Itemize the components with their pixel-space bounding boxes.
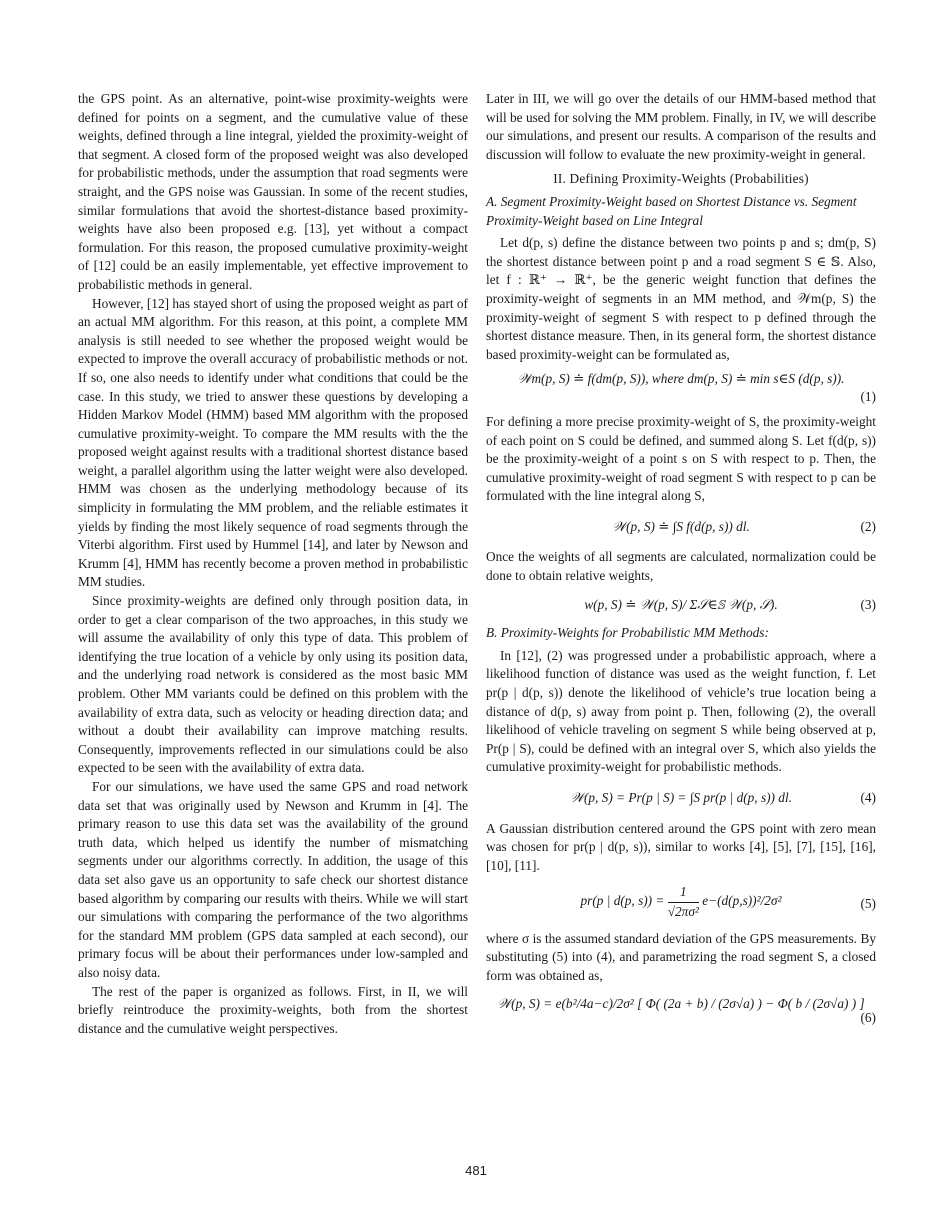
equation-3 bbox=[486, 596, 876, 615]
equation-number: (5) bbox=[860, 896, 876, 912]
equation-lhs: pr(p | d(p, s)) = bbox=[580, 893, 665, 909]
paragraph: Let d(p, s) define the distance between two points p and s; dm(p, S) the shortest distance between point p and a road segment S ∈ 𝕊. Also, let f : ℝ⁺ → ℝ⁺, be the generic weight function that defines the proximity-weight of segments in an MM method, and 𝒲m(p, S) the proximity-weight of segment S with respect to p defined through the shortest distance measure. Then, in its general form, the shortest distance based proximity-weight can be formulated as, bbox=[486, 235, 876, 362]
equation-1 bbox=[486, 370, 876, 407]
paragraph: However, [12] has stayed short of using the proposed weight as part of an actual MM algorithm. For this reason, at this point, a complete MM analysis is still needed to see whether the proposed weight would be expected to improve the overall accuracy of probabilistic methods or not. If so, one also needs to identify under what conditions that could be the case. In this study, we tried to answer these questions by developing a Hidden Markov Model (HMM) based MM algorithm with the proposed cumulative proximity-weight. To compare the MM results with the the proposed weight against results with a traditional shortest distance based weight, a parallel algorithm using the latter weight were also developed. HMM was chosen as the underlying methodology because of its simplicity in formulating the MM problem, and the reliable estimates it yields by finding the most likely sequence of road segments through the Viterbi algorithm. First used by Hummel [14], and later by Newson and Krumm [4], HMM has recently become a proven method in probabilistic MM studies. bbox=[78, 295, 468, 590]
page-number: 481 bbox=[465, 1163, 487, 1178]
equation-5 bbox=[486, 883, 876, 921]
equation-number: (3) bbox=[860, 596, 876, 612]
equation-4 bbox=[486, 789, 876, 808]
equation-body: 𝒲(p, S) = e(b²/4a−c)/2σ² [ Φ( (2a + b) / (2σ√a) ) − Φ( b / (2σ√a) ) ] bbox=[497, 996, 865, 1012]
equation-body: 𝒲(p, S) = Pr(p | S) = ∫S pr(p | d(p, s)) dl. bbox=[570, 790, 792, 805]
equation-number: (1) bbox=[860, 389, 876, 405]
equation-body: 𝒲(p, S) ≐ ∫S f(d(p, s)) dl. bbox=[612, 518, 750, 534]
paragraph: Later in III, we will go over the details of our HMM-based method that will be used for solving the MM problem. Finally, in IV, we will describe our simulations, and present our results. A comparison of the results and discussion will follow to evaluate the new proximity-weight in general. bbox=[486, 91, 876, 162]
paragraph: the GPS point. As an alternative, point-wise proximity-weights were defined for points on a segment, and the cumulative value of these weights, defined through a line integral, yielded the proximity-weight of that segment. A closed form of the proposed weight was also developed for probabilistic methods, under the assumption that road segments were straight, and the GPS noise was Gaussian. In some of the recent studies, similar formulations that avoid the shortest-distance based proximity-weights have also been proposed e.g. [13], yet without a compact formulation. For this reason, the proposed cumulative proximity-weight of [12] could be an easily implementable, yet effective improvement to probabilistic methods in general. bbox=[78, 91, 468, 292]
paragraph: In [12], (2) was progressed under a probabilistic approach, where a likelihood function of distance was used as the weight function, f. Let pr(p | d(p, s)) denote the likelihood of vehicle’s true location being a distance of d(p, s) away from point p. Then, following (2), the overall likelihood of vehicle traveling on segment S while being observed at p, Pr(p | S), could be defined with an integral over S, which also yields the cumulative proximity-weight for probabilistic methods. bbox=[486, 647, 876, 775]
equation-exponential: e−(d(p,s))²/2σ² bbox=[702, 893, 782, 909]
paragraph: Once the weights of all segments are calculated, normalization could be done to obtain relative weights, bbox=[486, 549, 876, 584]
left-column bbox=[78, 90, 468, 1038]
equation-number: (6) bbox=[860, 1010, 876, 1026]
fraction-numerator: 1 bbox=[668, 883, 699, 903]
equation-body: 𝒲m(p, S) ≐ f(dm(p, S)), where dm(p, S) ≐ min s∈S (d(p, s)). bbox=[517, 371, 845, 387]
equation-2 bbox=[486, 518, 876, 537]
equation-number: (4) bbox=[860, 790, 876, 805]
subsection-heading: A. Segment Proximity-Weight based on Shortest Distance vs. Segment Proximity-Weight based on Line Integral bbox=[486, 193, 857, 228]
equation-body: w(p, S) ≐ 𝒲(p, S)/ Σ𝒮∈𝕊 𝒲(p, 𝒮). bbox=[584, 596, 778, 612]
paragraph: where σ is the assumed standard deviation of the GPS measurements. By substituting (5) into (4), and parametrizing the road segment S, a closed form was obtained as, bbox=[486, 930, 876, 983]
paragraph: Since proximity-weights are defined only through position data, in order to get a clear comparison of the two approaches, in this study we will assume the availability of only this type of data. This problem of identifying the true location of a vehicle by only using its position data, and the underlying road network is considered as the most basic MM problem. Other MM variants could be defined on this problem with the availability of extra data, such as velocity or heading direction data; and without a doubt their availability can improve matching results. Consequently, improvements reflected in our simulations could be also expected to be seen with the availability of extra data. bbox=[78, 593, 468, 776]
fraction-denominator: √2πσ² bbox=[667, 903, 699, 919]
section-heading: II. Defining Proximity-Weights (Probabilities) bbox=[553, 171, 809, 187]
paragraph: The rest of the paper is organized as follows. First, in II, we will briefly reintroduce the proximity-weights, both from the shortest distance and the cumulative weight perspectives. bbox=[78, 983, 468, 1036]
subsection-heading: B. Proximity-Weights for Probabilistic MM Methods: bbox=[486, 625, 769, 641]
equation-6 bbox=[486, 995, 876, 1028]
paragraph: For our simulations, we have used the same GPS and road network data set that was originally used by Newson and Krumm in [4]. The primary reason to use this data set was the availability of the ground truth data, which helped us identify the number of mismatching segments under our algorithms correctly. In addition, the usage of this data set also gave us an opportunity to safe check our shortest distance based algorithm by comparing our results with theirs. While we will start our simulations with comparing the performance of the two algorithms for the standard MM problem (GPS data sampled at each second), our primary focus will be about their performances under low-sampled and also noisy data. bbox=[78, 778, 468, 980]
right-column bbox=[486, 90, 876, 1038]
equation-number: (2) bbox=[860, 518, 876, 534]
fraction bbox=[668, 883, 699, 921]
paragraph: For defining a more precise proximity-weight of S, the proximity-weight of each point on S could be defined, and summed along S. Let f(d(p, s)) be the proximity-weight of a point s on S with respect to p. Then, the cumulative proximity-weight of road segment S with respect to p can be formulated with the line integral along S, bbox=[486, 413, 876, 504]
paragraph: A Gaussian distribution centered around the GPS point with zero mean was chosen for pr(p | d(p, s)), similar to works [4], [5], [7], [15], [16], [10], [11]. bbox=[486, 820, 876, 873]
